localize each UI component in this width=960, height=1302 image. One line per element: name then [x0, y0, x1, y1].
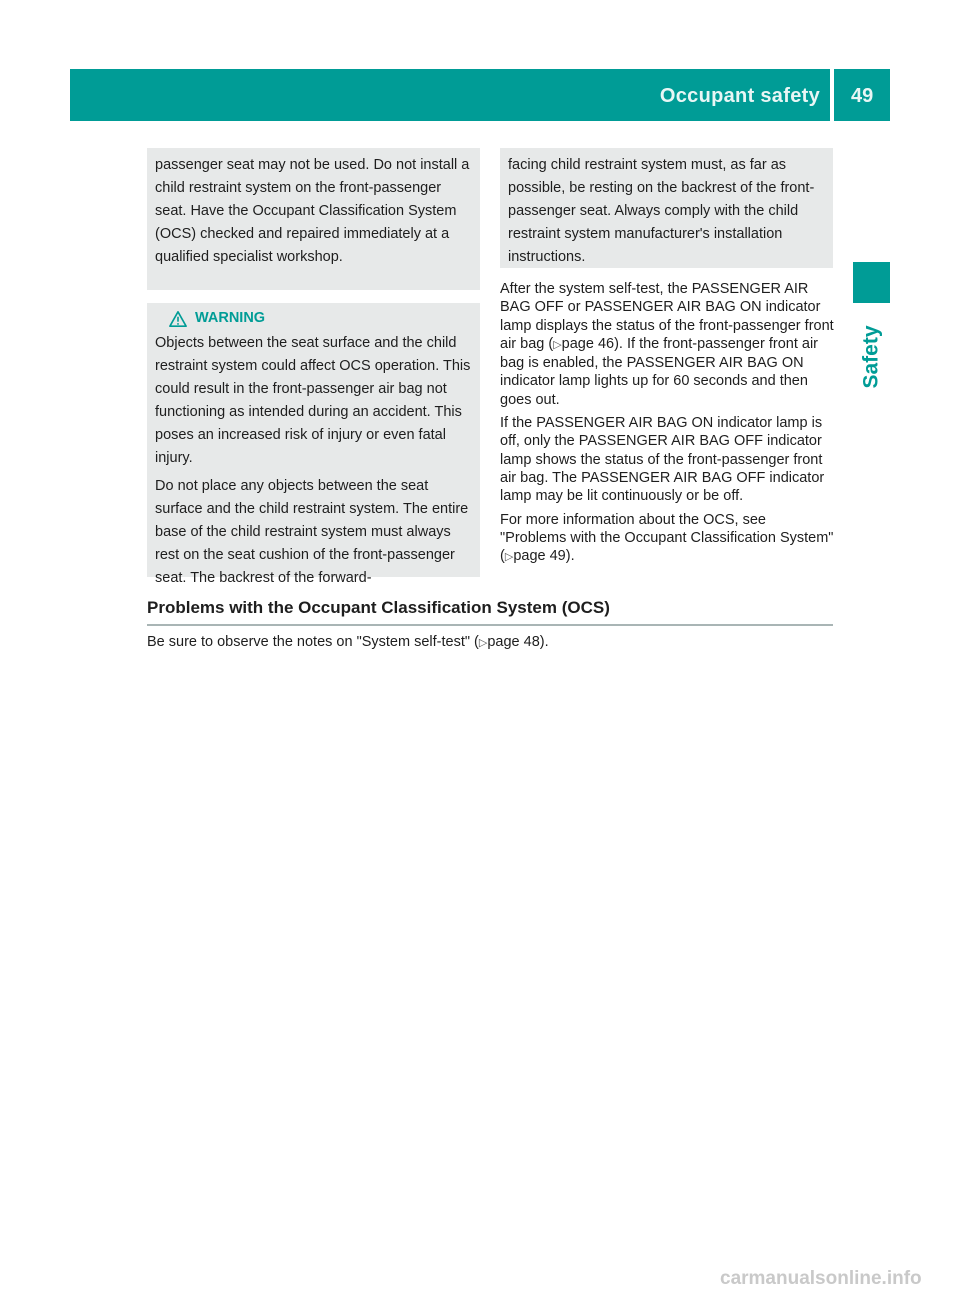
warning-heading — [169, 307, 474, 330]
body-paragraph — [500, 511, 834, 567]
page-reference-arrow-icon: ▷ — [478, 637, 488, 649]
warning-paragraph: Objects between the seat surface and the child restraint system could affect OCS operation. This could result in the front-passenger air bag not functioning as intended during an accident. This poses an increased risk of injury or even fatal injury. — [155, 335, 471, 466]
text-run: For more information about the OCS, see "Problems with the Occupant Classification System" ( — [500, 511, 834, 565]
page-reference-link[interactable]: page 46 — [561, 335, 615, 352]
text-run: ). — [539, 634, 549, 650]
page-reference-arrow-icon: ▷ — [553, 338, 562, 351]
text-run: After the system self-test, the PASSENGER AIR BAG OFF or PASSENGER AIR BAG ON indicator lamp displays the status of the front-passenger front air bag ( — [500, 281, 834, 352]
side-tab[interactable] — [854, 322, 890, 392]
text-run: ). — [565, 548, 575, 565]
body-paragraph — [500, 280, 834, 409]
warning-title: WARNING — [195, 310, 266, 326]
page-header — [70, 69, 890, 121]
section-heading: Problems with the Occupant Classification System (OCS) — [147, 598, 833, 626]
text-run: ). If the front-passenger front air bag is enabled, the PASSENGER AIR BAG ON indicator lamp lights up for 60 seconds and then goes out. — [500, 335, 818, 408]
header-separator — [830, 69, 834, 121]
warning-continuation-text: facing child restraint system must, as far as possible, be resting on the backrest of the front-passenger seat. Always comply with the child restraint system manufacturer's installation instructions. — [508, 157, 815, 265]
side-tab-label: Safety — [860, 325, 883, 389]
continued-note-box — [147, 148, 480, 290]
note-text: passenger seat may not be used. Do not install a child restraint system on the front-passenger seat. Have the Occupant Classification System (OCS) checked and repaired immediately at a qualified specialist workshop. — [155, 157, 470, 265]
side-tab-marker — [853, 262, 890, 303]
page-reference-link[interactable]: page 49 — [513, 548, 566, 565]
warning-paragraph: Do not place any objects between the seat surface and the child restraint system. The entire base of the child restraint system must always rest on the seat cushion of the front-passenger seat. The backrest of the forward- — [155, 478, 469, 586]
warning-box — [147, 303, 480, 586]
text-run: Be sure to observe the notes on "System self-test" ( — [147, 634, 479, 650]
warning-triangle-icon — [169, 310, 187, 328]
section-body — [147, 633, 833, 652]
section-title: Occupant safety — [659, 85, 820, 107]
watermark: carmanualsonline.info — [720, 1268, 922, 1289]
page-reference-arrow-icon: ▷ — [504, 551, 514, 564]
right-column-text — [500, 280, 834, 571]
page-number: 49 — [851, 85, 874, 107]
body-paragraph: If the PASSENGER AIR BAG ON indicator lamp is off, only the PASSENGER AIR BAG OFF indicator lamp shows the status of the front-passenger front air bag. The PASSENGER AIR BAG OFF indicator lamp may be lit continuously or be off. — [500, 415, 825, 505]
page-reference-link[interactable]: page 48 — [487, 634, 540, 650]
continued-warning-box — [500, 148, 833, 268]
